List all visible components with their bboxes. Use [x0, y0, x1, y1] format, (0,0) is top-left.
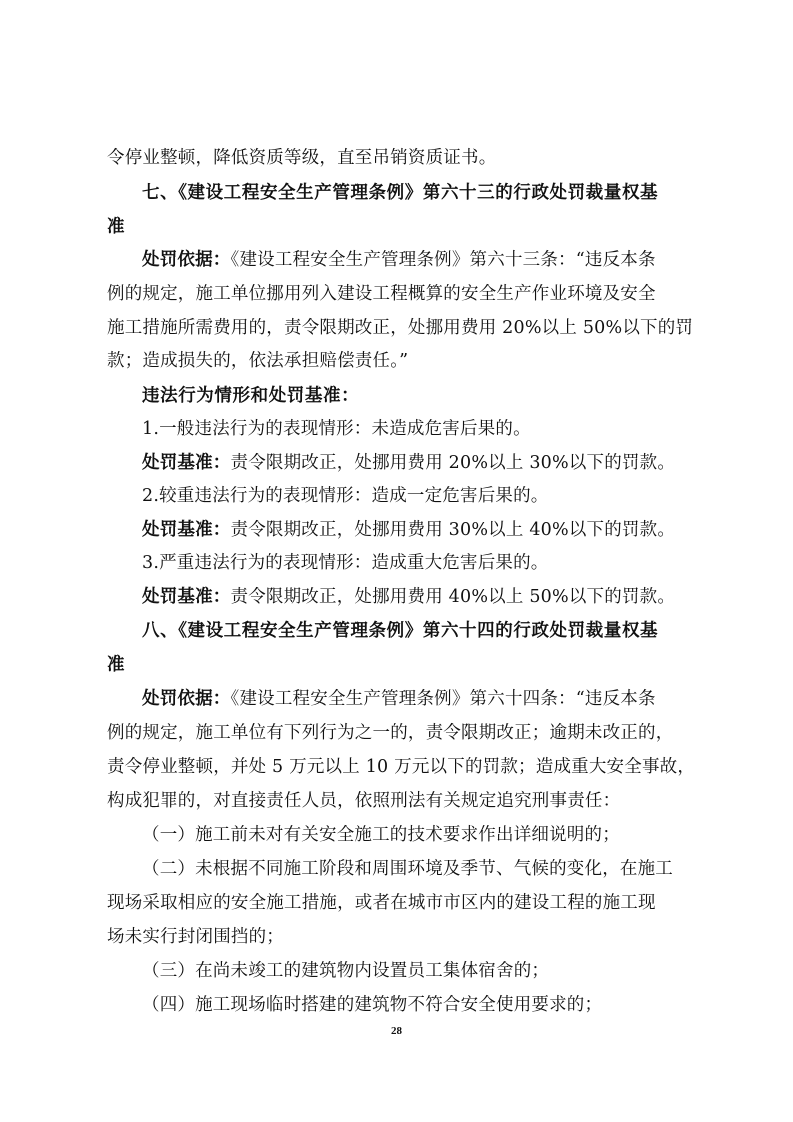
case-line: 1.一般违法行为的表现情形：未造成危害后果的。	[142, 419, 531, 439]
list-item: （四）施工现场临时搭建的建筑物不符合安全使用要求的；	[142, 995, 603, 1015]
list-item: （二）未根据不同施工阶段和周围环境及季节、气候的变化，在施工	[142, 859, 673, 879]
penalty-basis-label: 处罚依据：	[142, 250, 231, 270]
text-line: 构成犯罪的，对直接责任人员，依照刑法有关规定追究刑事责任：	[107, 791, 621, 811]
penalty-basis-line: 处罚依据：《建设工程安全生产管理条例》第六十三条：“违反本条	[142, 250, 656, 270]
penalty-standard-line: 处罚基准：责令限期改正，处挪用费用 30%以上 40%以下的罚款。	[142, 520, 676, 540]
penalty-basis-label: 处罚依据：	[142, 689, 231, 709]
penalty-standard-line: 处罚基准：责令限期改正，处挪用费用 40%以上 50%以下的罚款。	[142, 587, 676, 607]
case-line: 2.较重违法行为的表现情形：造成一定危害后果的。	[142, 486, 549, 506]
penalty-basis-line: 处罚依据：《建设工程安全生产管理条例》第六十四条：“违反本条	[142, 689, 656, 709]
penalty-standard-label: 处罚基准：	[142, 520, 231, 540]
list-item: （三）在尚未竣工的建筑物内设置员工集体宿舍的；	[142, 961, 550, 981]
list-item-continued: 现场采取相应的安全施工措施，或者在城市市区内的建设工程的施工现	[107, 893, 656, 913]
section-heading-continued: 准	[107, 655, 126, 675]
section-heading: 七、《建设工程安全生产管理条例》第六十三的行政处罚裁量权基	[142, 183, 659, 203]
penalty-standard-line: 处罚基准：责令限期改正，处挪用费用 20%以上 30%以下的罚款。	[142, 453, 676, 473]
list-item: （一）施工前未对有关安全施工的技术要求作出详细说明的；	[142, 825, 620, 845]
text-line: 令停业整顿，降低资质等级，直至吊销资质证书。	[107, 148, 497, 168]
text-line: 例的规定，施工单位挪用列入建设工程概算的安全生产作业环境及安全	[107, 284, 656, 304]
section-heading-continued: 准	[107, 217, 126, 237]
text-line: 例的规定，施工单位有下列行为之一的，责令限期改正；逾期未改正的，	[107, 723, 674, 743]
subheading: 违法行为情形和处罚基准：	[142, 386, 360, 406]
case-line: 3.严重违法行为的表现情形：造成重大危害后果的。	[142, 553, 549, 573]
penalty-standard-label: 处罚基准：	[142, 453, 231, 473]
text-line: 施工措施所需费用的，责令限期改正，处挪用费用 20%以上 50%以下的罚	[107, 318, 694, 338]
penalty-standard-label: 处罚基准：	[142, 587, 231, 607]
text-line: 款；造成损失的，依法承担赔偿责任。”	[107, 351, 409, 371]
section-heading: 八、《建设工程安全生产管理条例》第六十四的行政处罚裁量权基	[142, 621, 659, 641]
page-number: 28	[391, 1025, 402, 1037]
text-line: 责令停业整顿，并处 5 万元以上 10 万元以下的罚款；造成重大安全事故，	[107, 757, 696, 777]
list-item-continued: 场未实行封闭围挡的；	[107, 927, 284, 947]
